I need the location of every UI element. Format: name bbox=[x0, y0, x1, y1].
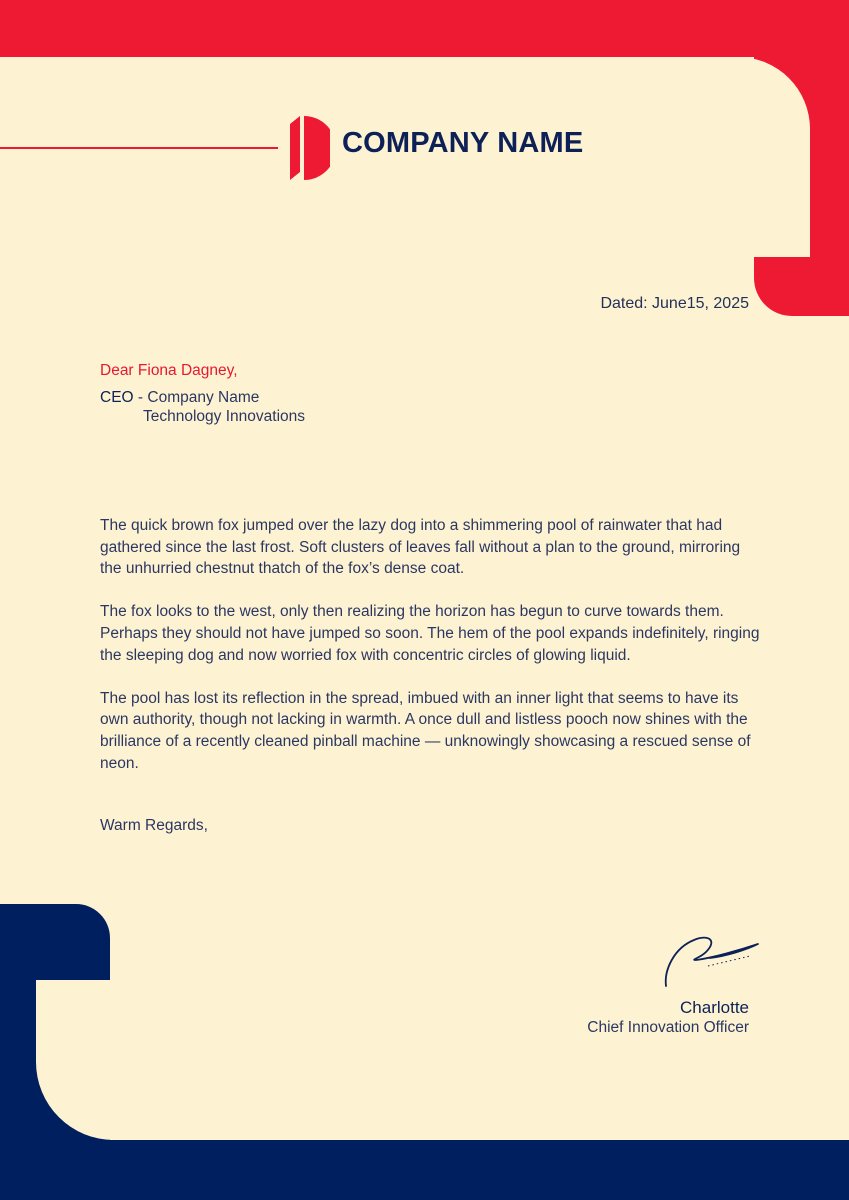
recipient-role: CEO bbox=[100, 389, 134, 406]
salutation: Dear Fiona Dagney, bbox=[100, 362, 238, 379]
top-red-band bbox=[0, 0, 849, 57]
page-bottom-left-curve bbox=[36, 980, 196, 1140]
body-paragraph: The fox looks to the west, only then realizing the horizon has begun to curve towards them. Perhaps they should not have jumped so soon. The hem of the pool expands indefinitely, ringing the sleeping dog and now worried fox with concentric circles of glowing liquid. bbox=[100, 603, 760, 664]
recipient-separator: - bbox=[133, 389, 148, 406]
signer-title: Chief Innovation Officer bbox=[587, 1019, 749, 1036]
company-logo-icon bbox=[290, 116, 330, 180]
header-divider-line bbox=[0, 147, 278, 149]
recipient-department: Technology Innovations bbox=[143, 408, 306, 425]
recipient-block bbox=[100, 388, 305, 426]
company-name: COMPANY NAME bbox=[342, 127, 584, 159]
letter-date: Dated: June15, 2025 bbox=[600, 295, 749, 312]
bottom-navy-band bbox=[0, 1140, 849, 1200]
page-top-right-curve bbox=[690, 57, 810, 257]
recipient-company: Company Name bbox=[147, 389, 260, 406]
letter-closing: Warm Regards, bbox=[100, 817, 208, 834]
signer-name: Charlotte bbox=[680, 998, 749, 1017]
letter-body bbox=[100, 515, 760, 796]
body-paragraph: The pool has lost its reflection in the spread, imbued with an inner light that seems to have its own authority, though not lacking in warmth. A once dull and listless pooch now shines with the brilliance of a recently cleaned pinball machine — unknowingly showcasing a rescued sense of neon. bbox=[100, 689, 751, 772]
body-paragraph: The quick brown fox jumped over the lazy dog into a shimmering pool of rainwater that had gathered since the last frost. Soft clusters of leaves fall without a plan to the ground, mirroring the unhurried chestnut thatch of the fox’s dense coat. bbox=[100, 517, 741, 578]
handwritten-signature bbox=[660, 930, 764, 992]
